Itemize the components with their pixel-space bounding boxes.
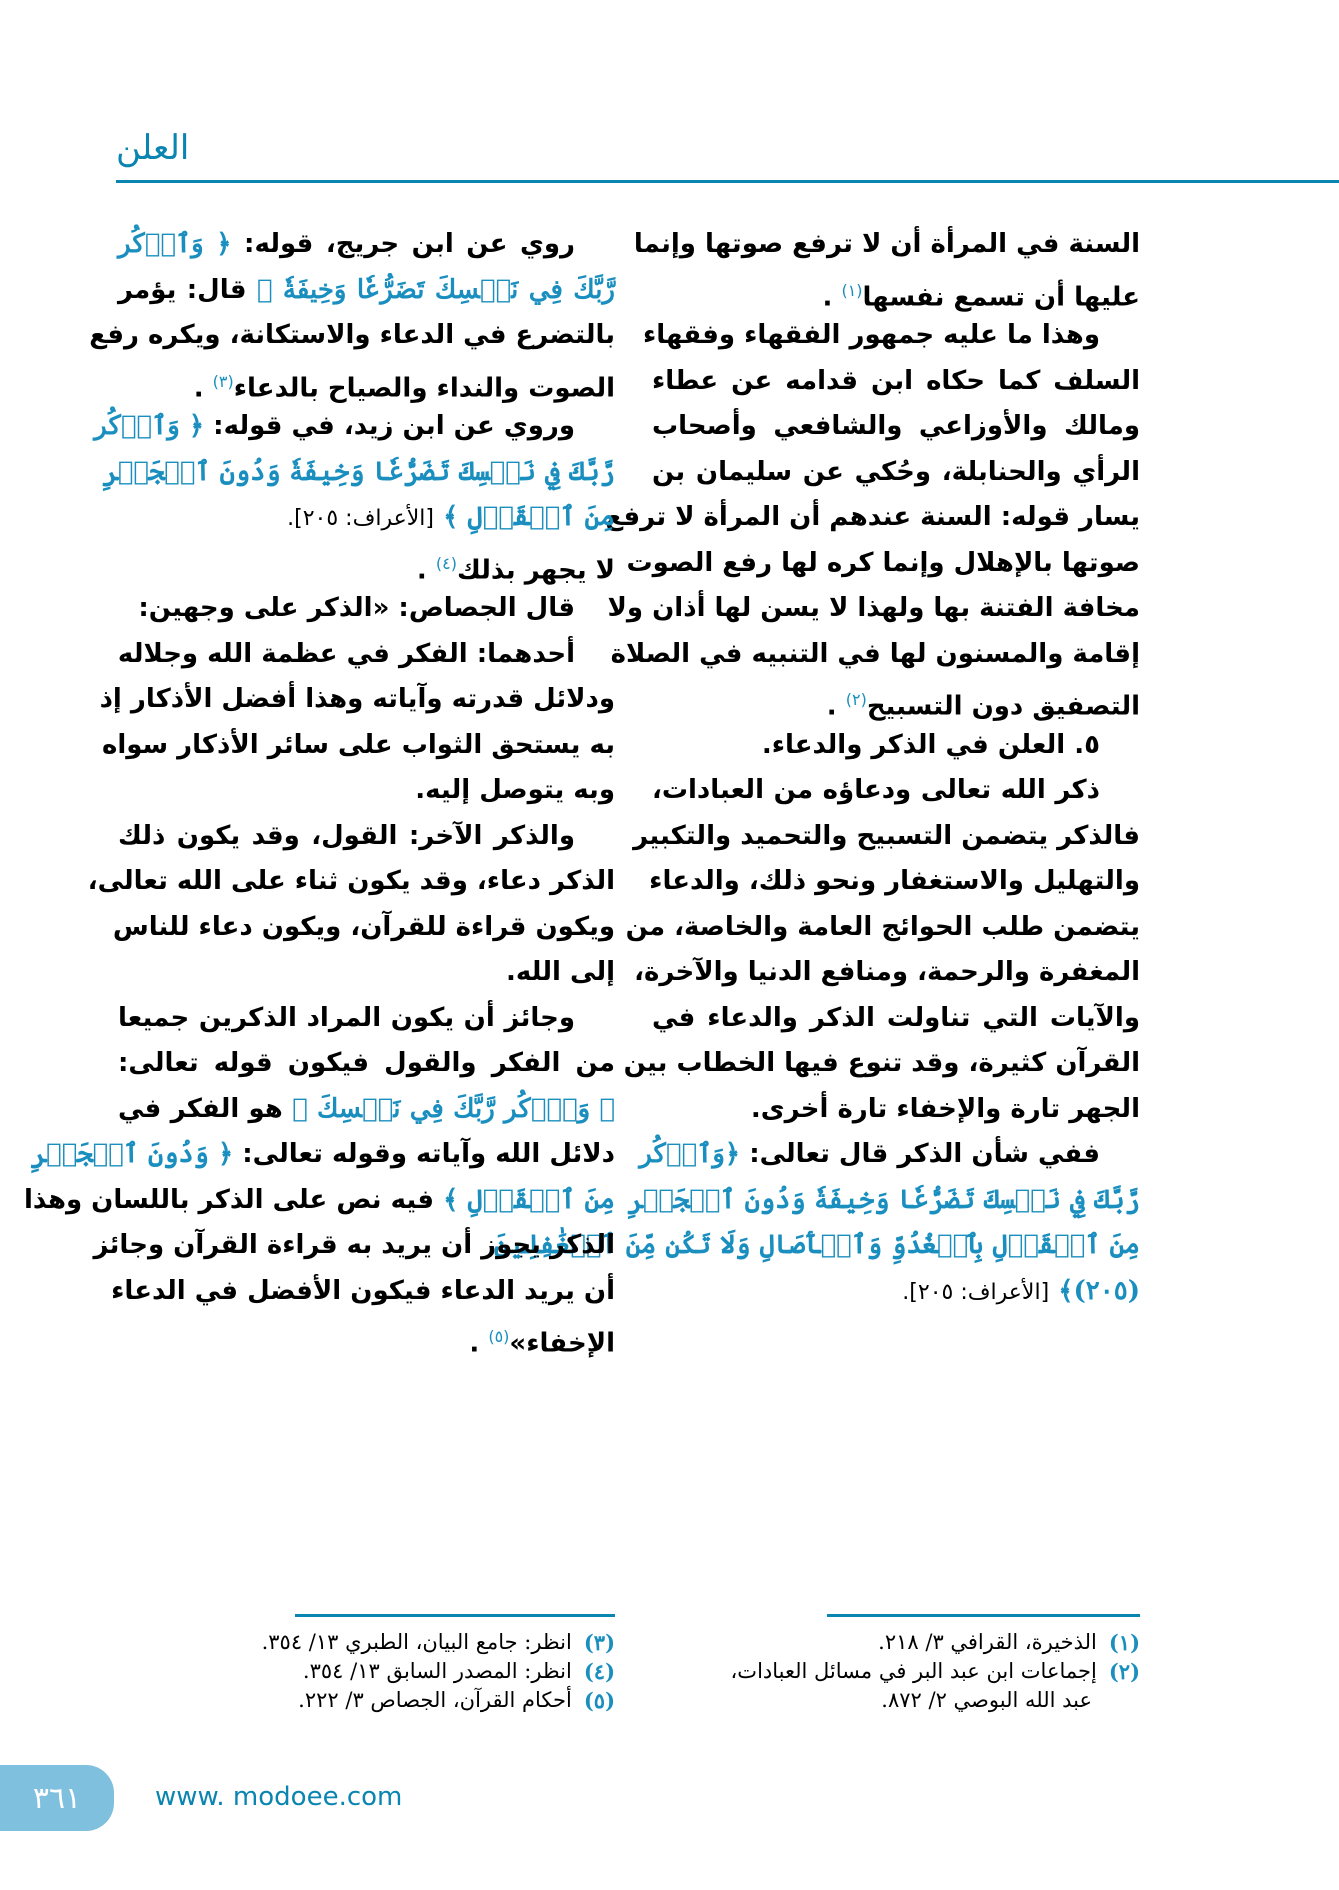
- footnote-number: (١): [1108, 1630, 1140, 1655]
- text: فيه نص على الذكر باللسان وهذا: [24, 1184, 435, 1215]
- text-line: [30, 1132, 615, 1178]
- ayah-number-icon: (٢٠٥): [1073, 1275, 1140, 1306]
- text-line: صوتها بالإهلال وإنما كره لها رفع الصوت: [626, 547, 1140, 578]
- text-line: السلف كما حكاه ابن قدامه عن عطاء: [652, 365, 1140, 396]
- text-line: [118, 1087, 615, 1133]
- footnote-number: (٣): [583, 1630, 615, 1655]
- verse-line: رَّبَّكَ فِي نَفۡسِكَ تَضَرُّعٗا وَخِيفَةٗ وَدُونَ ٱلۡجَهۡرِ: [627, 1184, 1140, 1215]
- footnote-item: [118, 1628, 615, 1657]
- text-line: إلى الله.: [506, 957, 615, 987]
- footnotes-left: [118, 1628, 615, 1715]
- footnote-item: [118, 1686, 615, 1715]
- footnote-ref[interactable]: (٢): [845, 690, 867, 709]
- text-line: [94, 404, 615, 450]
- footnote-text: إجماعات ابن عبد البر في مسائل العبادات،: [730, 1659, 1097, 1683]
- verse-end-line: [652, 1269, 1140, 1315]
- verse-text: وَٱذۡكُر: [639, 1139, 725, 1169]
- text-line: الذكر دعاء، وقد يكون ثناء على الله تعالى،: [87, 866, 615, 896]
- text-line: والذكر الآخر: القول، وقد يكون ذلك: [118, 820, 575, 851]
- page-number: ٣٦١: [32, 1780, 82, 1816]
- footnote-text: أحكام القرآن، الجصاص ٣/ ٢٢٢.: [298, 1688, 572, 1712]
- text-line: الجهر تارة والإخفاء تارة أخرى.: [750, 1093, 1140, 1124]
- footnote-text: انظر: جامع البيان، الطبري ١٣/ ٣٥٤.: [261, 1630, 572, 1654]
- text-line: ومالك والأوزاعي والشافعي وأصحاب: [652, 411, 1140, 441]
- text: لا يجهر بذلك: [456, 555, 615, 586]
- text-line: الإخفاء»$^{(٥)}$ .: [469, 1327, 615, 1359]
- text: الإخفاء»: [509, 1328, 615, 1359]
- page-number-tab: [0, 1765, 114, 1831]
- footnote-item: [700, 1657, 1140, 1686]
- footnote-ref[interactable]: (١): [841, 280, 863, 300]
- text-line: المغفرة والرحمة، ومنافع الدنيا والآخرة،: [634, 957, 1140, 987]
- text-line: قال الجصاص: «الذكر على وجهين:: [138, 593, 575, 623]
- text-line: أن يريد الدعاء فيكون الأفضل في الدعاء: [111, 1275, 615, 1306]
- text-line: ويكون قراءة للقرآن، ويكون دعاء للناس: [112, 911, 615, 942]
- text-line: لا يجهر بذلك$^{(٤)}$ .: [416, 553, 615, 586]
- text-line: والآيات التي تناولت الذكر والدعاء في: [652, 1002, 1140, 1033]
- text-line: الصوت والنداء والصياح بالدعاء$^{(٣)}$ .: [193, 371, 615, 404]
- verse-text: ﴿ وَٱذۡكُر: [118, 229, 232, 259]
- text-line: من الفكر والقول فيكون قوله تعالى:: [118, 1048, 615, 1078]
- text-line: [639, 1132, 1140, 1178]
- header-rule: [116, 180, 1339, 183]
- verse-text: ﴿ وَدُونَ ٱلۡجَهۡرِ: [30, 1139, 234, 1169]
- footnotes-right: [700, 1628, 1140, 1715]
- verse-close-bracket: ﴾: [1058, 1275, 1074, 1306]
- section-heading: ٥. العلن في الذكر والدعاء.: [761, 729, 1100, 760]
- text-line: إقامة والمسنون لها في التنبيه في الصلاة: [610, 638, 1140, 669]
- text-line: يسار قوله: السنة عندهم أن المرأة لا ترفع: [605, 502, 1140, 532]
- verse-text: ﴿ وَٱذۡكُر: [94, 411, 205, 441]
- text: التصفيق دون التسبيح: [866, 691, 1140, 722]
- text-line: ودلائل قدرته وآياته وهذا أفضل الأذكار إذ: [99, 684, 615, 714]
- text-line: الرأي والحنابلة، وحُكي عن سليمان بن: [652, 456, 1140, 487]
- text-line: والتهليل والاستغفار ونحو ذلك، والدعاء: [649, 866, 1140, 896]
- footnote-ref[interactable]: (٤): [435, 553, 457, 573]
- text: هو الفكر في: [118, 1093, 283, 1124]
- verse-line: رَّبَّكَ فِي نَفۡسِكَ تَضَرُّعٗا وَخِيفَةٗ وَدُونَ ٱلۡجَهۡرِ: [102, 456, 615, 487]
- verse-text: رَّبَّكَ فِي نَفۡسِكَ تَضَرُّعٗا وَخِيفَةٗ ﴾: [256, 274, 615, 305]
- footnote-number: (٥): [583, 1688, 615, 1713]
- text-line: السنة في المرأة أن لا ترفع صوتها وإنما: [633, 229, 1140, 259]
- footnote-item: [118, 1657, 615, 1686]
- text: عليها أن تسمع نفسها: [862, 282, 1140, 313]
- verse-text: مِنَ ٱلۡقَوۡلِ ﴾: [443, 1184, 615, 1215]
- verse-open-bracket: ﴿: [724, 1139, 741, 1169]
- text: الصوت والنداء والصياح بالدعاء: [233, 373, 615, 404]
- text: وروي عن ابن زيد، في قوله:: [213, 411, 575, 441]
- text-line: التصفيق دون التسبيح$^{(٢)}$ .: [826, 690, 1140, 722]
- footnote-item: [700, 1628, 1140, 1657]
- verse-line: مِنَ ٱلۡقَوۡلِ بِٱلۡغُدُوِّ وَٱلۡأٓصَالِ وَلَا تَكُن مِّنَ ٱلۡغَٰفِلِينَ: [494, 1230, 1140, 1260]
- text-line: [118, 268, 615, 314]
- text: ففي شأن الذكر قال تعالى:: [749, 1139, 1100, 1169]
- verse-reference: [الأعراف: ٢٠٥].: [287, 506, 435, 531]
- text-line: عليها أن تسمع نفسها$^{(١)}$ .: [822, 280, 1140, 313]
- footnote-number: (٤): [583, 1659, 615, 1684]
- left-column: [24, 222, 615, 1360]
- text-line: أحدهما: الفكر في عظمة الله وجلاله: [117, 638, 575, 669]
- text: دلائل الله وآياته وقوله تعالى:: [242, 1139, 615, 1169]
- text-line: فالذكر يتضمن التسبيح والتحميد والتكبير: [633, 820, 1140, 851]
- text-line: ذكر الله تعالى ودعاؤه من العبادات،: [652, 775, 1100, 805]
- footnote-text: الذخيرة، القرافي ٣/ ٢١٨.: [878, 1630, 1097, 1654]
- verse-reference: [الأعراف: ٢٠٥].: [902, 1279, 1050, 1305]
- text-line: القرآن كثيرة، وقد تنوع فيها الخطاب بين: [623, 1048, 1140, 1078]
- footnote-divider: [827, 1614, 1140, 1617]
- footnote-text: انظر: المصدر السابق ١٣/ ٣٥٤.: [302, 1659, 572, 1683]
- footnote-ref[interactable]: (٥): [488, 1327, 510, 1346]
- text-line: الذكر يجوز أن يريد به قراءة القرآن وجائز: [93, 1230, 615, 1260]
- text-line: يتضمن طلب الحوائج العامة والخاصة، من: [625, 911, 1140, 942]
- text-line: وجائز أن يكون المراد الذكرين جميعا: [118, 1002, 575, 1033]
- footnote-continuation: عبد الله البوصي ٢/ ٨٧٢.: [881, 1688, 1092, 1712]
- footnote-number: (٢): [1108, 1659, 1140, 1684]
- verse-text: مِنَ ٱلۡقَوۡلِ ﴾: [443, 502, 615, 532]
- text-line: [118, 222, 615, 268]
- footnote-divider: [295, 1614, 615, 1617]
- text-line: [118, 495, 615, 541]
- text-line: مخافة الفتنة بها ولهذا لا يسن لها أذان ولا: [607, 593, 1140, 623]
- text-line: [24, 1178, 615, 1224]
- header-title: العلن: [116, 128, 190, 168]
- text-line: وهذا ما عليه جمهور الفقهاء وفقهاء: [642, 320, 1100, 350]
- footnote-ref[interactable]: (٣): [212, 371, 234, 391]
- text-line: بالتضرع في الدعاء والاستكانة، ويكره رفع: [89, 320, 615, 350]
- text: قال: يؤمر: [118, 274, 247, 305]
- text: روي عن ابن جريج، قوله:: [244, 229, 575, 259]
- text-line: وبه يتوصل إليه.: [415, 775, 615, 805]
- ayah-number: ٢٠٥: [1085, 1275, 1128, 1306]
- website-link[interactable]: www. modoee.com: [155, 1782, 403, 1812]
- verse-text: ﴿ وَٱذۡكُر رَّبَّكَ فِي نَفۡسِكَ ﴾: [292, 1093, 615, 1124]
- text-line: به يستحق الثواب على سائر الأذكار سواه: [101, 729, 615, 760]
